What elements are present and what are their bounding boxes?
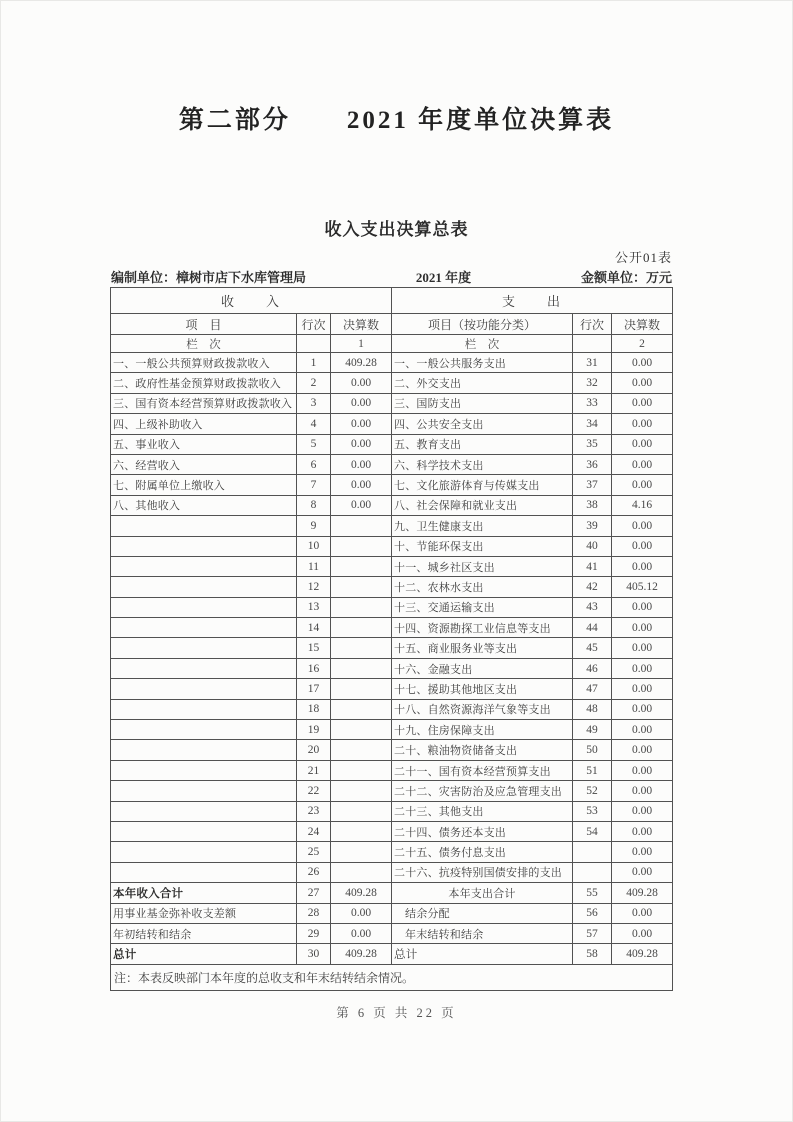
income-item-cell: [111, 577, 297, 597]
table-info-line: [111, 267, 672, 286]
expense-item-cell: 八、社会保障和就业支出: [392, 495, 573, 515]
table-row: [111, 516, 673, 536]
expense-line-cell: 58: [573, 944, 612, 964]
income-item-header: 项 目: [111, 314, 297, 335]
table-row: [111, 781, 673, 801]
expense-item-cell: 结余分配: [392, 903, 573, 923]
expense-item-cell: 九、卫生健康支出: [392, 516, 573, 536]
expense-line-cell: 37: [573, 475, 612, 495]
note-row: [111, 964, 673, 990]
income-line-cell: 21: [297, 760, 331, 780]
income-item-cell: [111, 638, 297, 658]
expense-line-cell: 35: [573, 434, 612, 454]
expense-item-cell: 十、节能环保支出: [392, 536, 573, 556]
expense-item-cell: 二十二、灾害防治及应急管理支出: [392, 781, 573, 801]
expense-line-cell: 31: [573, 353, 612, 373]
expense-value-cell: 0.00: [612, 923, 673, 943]
income-value-cell: [331, 821, 392, 841]
table-row: [111, 842, 673, 862]
expense-item-cell: 十三、交通运输支出: [392, 597, 573, 617]
expense-item-cell: 三、国防支出: [392, 393, 573, 413]
income-line-cell: 7: [297, 475, 331, 495]
expense-line-cell: 57: [573, 923, 612, 943]
public-table-number: 公开01表: [614, 250, 672, 265]
expense-item-cell: 二十三、其他支出: [392, 801, 573, 821]
income-item-cell: 三、国有资本经营预算财政拨款收入: [111, 393, 297, 413]
income-line-cell: 1: [297, 353, 331, 373]
expense-value-cell: 4.16: [612, 495, 673, 515]
expense-item-cell: 五、教育支出: [392, 434, 573, 454]
expense-line-cell: 42: [573, 577, 612, 597]
expense-value-cell: 0.00: [612, 597, 673, 617]
income-line-cell: 28: [297, 903, 331, 923]
table-row: [111, 760, 673, 780]
income-value-cell: [331, 577, 392, 597]
expense-line-cell: 36: [573, 454, 612, 474]
table-row: [111, 393, 673, 413]
table-row: [111, 536, 673, 556]
expense-item-cell: 十七、援助其他地区支出: [392, 679, 573, 699]
income-value-cell: [331, 842, 392, 862]
expense-line-cell: 45: [573, 638, 612, 658]
income-value-cell: [331, 618, 392, 638]
expense-value-cell: 0.00: [612, 638, 673, 658]
income-index-number: 1: [331, 335, 392, 353]
income-value-cell: [331, 638, 392, 658]
expense-item-cell: 二十五、债务付息支出: [392, 842, 573, 862]
income-line-cell: 20: [297, 740, 331, 760]
expense-line-cell: 40: [573, 536, 612, 556]
expense-value-cell: 409.28: [612, 944, 673, 964]
expense-value-cell: 0.00: [612, 556, 673, 576]
table-note: 注：本表反映部门本年度的总收支和年末结转结余情况。: [111, 964, 673, 990]
expense-line-cell: 55: [573, 883, 612, 903]
expense-line-cell: 32: [573, 373, 612, 393]
expense-item-cell: 十九、住房保障支出: [392, 720, 573, 740]
income-line-cell: 2: [297, 373, 331, 393]
income-line-cell: 27: [297, 883, 331, 903]
expense-line-cell: 56: [573, 903, 612, 923]
table-header: [111, 288, 673, 353]
table-row: [111, 740, 673, 760]
income-value-cell: [331, 801, 392, 821]
table-row: [111, 373, 673, 393]
expense-item-cell: 总计: [392, 944, 573, 964]
expense-value-cell: 0.00: [612, 679, 673, 699]
expense-value-cell: 0.00: [612, 903, 673, 923]
expense-value-cell: 0.00: [612, 618, 673, 638]
document-title: 第二部分 2021 年度单位决算表: [178, 107, 615, 134]
expense-item-cell: 本年支出合计: [392, 883, 573, 903]
income-item-cell: [111, 781, 297, 801]
income-expense-table: [110, 287, 673, 991]
summary-row: [111, 923, 673, 943]
income-value-cell: 409.28: [331, 883, 392, 903]
income-value-cell: [331, 516, 392, 536]
table-row: [111, 699, 673, 719]
expense-item-cell: 二、外交支出: [392, 373, 573, 393]
table-row: [111, 556, 673, 576]
income-section-header: 收 入: [111, 288, 392, 314]
income-item-cell: 一、一般公共预算财政拨款收入: [111, 353, 297, 373]
income-value-cell: 0.00: [331, 454, 392, 474]
income-value-cell: [331, 862, 392, 882]
income-value-cell: [331, 597, 392, 617]
expense-value-cell: 0.00: [612, 821, 673, 841]
income-value-cell: [331, 658, 392, 678]
income-item-cell: 二、政府性基金预算财政拨款收入: [111, 373, 297, 393]
expense-value-cell: 0.00: [612, 414, 673, 434]
expense-line-cell: 51: [573, 760, 612, 780]
income-line-cell: 16: [297, 658, 331, 678]
expense-line-cell: 44: [573, 618, 612, 638]
table-row: [111, 353, 673, 373]
income-item-cell: [111, 740, 297, 760]
expense-value-cell: 0.00: [612, 516, 673, 536]
income-line-cell: 23: [297, 801, 331, 821]
income-line-cell: 10: [297, 536, 331, 556]
table-footer: [111, 964, 673, 990]
expense-line-cell: 41: [573, 556, 612, 576]
expense-item-cell: 十五、商业服务业等支出: [392, 638, 573, 658]
table-row: [111, 720, 673, 740]
income-value-cell: [331, 679, 392, 699]
income-value-cell: 0.00: [331, 434, 392, 454]
income-line-cell: 26: [297, 862, 331, 882]
expense-line-cell: 54: [573, 821, 612, 841]
table-row: [111, 414, 673, 434]
table-title: 收入支出决算总表: [324, 220, 469, 239]
income-line-cell: 17: [297, 679, 331, 699]
expense-line-cell: 49: [573, 720, 612, 740]
income-value-cell: 0.00: [331, 903, 392, 923]
income-item-cell: [111, 760, 297, 780]
expense-value-cell: 0.00: [612, 536, 673, 556]
income-line-cell: 13: [297, 597, 331, 617]
income-line-cell: 5: [297, 434, 331, 454]
table-row: [111, 495, 673, 515]
expense-item-cell: 六、科学技术支出: [392, 454, 573, 474]
income-index-label: 栏 次: [111, 335, 297, 353]
expense-value-cell: 0.00: [612, 862, 673, 882]
expense-line-cell: 39: [573, 516, 612, 536]
income-line-cell: 19: [297, 720, 331, 740]
expense-line-cell: 52: [573, 781, 612, 801]
income-item-cell: [111, 658, 297, 678]
expense-item-cell: 二十、粮油物资储备支出: [392, 740, 573, 760]
expense-item-cell: 十八、自然资源海洋气象等支出: [392, 699, 573, 719]
summary-row: [111, 944, 673, 964]
expense-item-cell: 十四、资源勘探工业信息等支出: [392, 618, 573, 638]
expense-value-cell: 405.12: [612, 577, 673, 597]
expense-line-header: 行次: [573, 314, 612, 335]
expense-amount-header: 决算数: [612, 314, 673, 335]
column-index-row: [111, 335, 673, 353]
expense-value-cell: 409.28: [612, 883, 673, 903]
income-item-cell: 四、上级补助收入: [111, 414, 297, 434]
income-item-cell: [111, 862, 297, 882]
expense-value-cell: 0.00: [612, 475, 673, 495]
expense-item-cell: 二十一、国有资本经营预算支出: [392, 760, 573, 780]
expense-item-cell: 四、公共安全支出: [392, 414, 573, 434]
expense-line-cell: 33: [573, 393, 612, 413]
expense-section-header: 支 出: [392, 288, 673, 314]
expense-value-cell: 0.00: [612, 434, 673, 454]
expense-line-cell: 34: [573, 414, 612, 434]
expense-item-cell: 二十四、债务还本支出: [392, 821, 573, 841]
table-row: [111, 801, 673, 821]
expense-line-cell: 43: [573, 597, 612, 617]
expense-value-cell: 0.00: [612, 720, 673, 740]
expense-item-cell: 年末结转和结余: [392, 923, 573, 943]
income-line-cell: 9: [297, 516, 331, 536]
income-item-cell: [111, 720, 297, 740]
income-item-cell: [111, 801, 297, 821]
income-value-cell: 409.28: [331, 944, 392, 964]
table-row: [111, 821, 673, 841]
expense-item-cell: 七、文化旅游体育与传媒支出: [392, 475, 573, 495]
expense-index-number: 2: [612, 335, 673, 353]
income-value-cell: 0.00: [331, 393, 392, 413]
column-header-row: [111, 314, 673, 335]
income-item-cell: [111, 618, 297, 638]
table-row: [111, 862, 673, 882]
income-value-cell: 0.00: [331, 495, 392, 515]
table-row: [111, 475, 673, 495]
table-row: [111, 454, 673, 474]
section-header-row: [111, 288, 673, 314]
table-body: [111, 353, 673, 965]
income-item-cell: 七、附属单位上缴收入: [111, 475, 297, 495]
income-item-cell: 总计: [111, 944, 297, 964]
expense-value-cell: 0.00: [612, 781, 673, 801]
income-value-cell: [331, 699, 392, 719]
expense-value-cell: 0.00: [612, 658, 673, 678]
income-item-cell: [111, 536, 297, 556]
income-value-cell: [331, 536, 392, 556]
expense-value-cell: 0.00: [612, 801, 673, 821]
expense-value-cell: 0.00: [612, 699, 673, 719]
income-item-cell: 五、事业收入: [111, 434, 297, 454]
income-line-cell: 3: [297, 393, 331, 413]
expense-item-cell: 十一、城乡社区支出: [392, 556, 573, 576]
income-line-cell: 8: [297, 495, 331, 515]
income-line-cell: 12: [297, 577, 331, 597]
income-line-cell: 11: [297, 556, 331, 576]
income-item-cell: [111, 842, 297, 862]
income-item-cell: [111, 556, 297, 576]
expense-line-cell: 48: [573, 699, 612, 719]
income-line-cell: 18: [297, 699, 331, 719]
expense-line-cell: [573, 842, 612, 862]
expense-value-cell: 0.00: [612, 373, 673, 393]
income-line-header: 行次: [297, 314, 331, 335]
income-line-cell: 24: [297, 821, 331, 841]
income-item-cell: [111, 699, 297, 719]
income-item-cell: [111, 516, 297, 536]
summary-row: [111, 883, 673, 903]
income-line-cell: 25: [297, 842, 331, 862]
table-row: [111, 679, 673, 699]
income-line-cell: 22: [297, 781, 331, 801]
income-index-line-cell: [297, 335, 331, 353]
page-number: 第 6 页 共 22 页: [336, 1006, 457, 1020]
income-value-cell: [331, 740, 392, 760]
income-item-cell: 本年收入合计: [111, 883, 297, 903]
expense-line-cell: 38: [573, 495, 612, 515]
expense-line-cell: 46: [573, 658, 612, 678]
income-value-cell: 0.00: [331, 923, 392, 943]
income-value-cell: 0.00: [331, 475, 392, 495]
income-line-cell: 15: [297, 638, 331, 658]
income-item-cell: [111, 597, 297, 617]
income-line-cell: 30: [297, 944, 331, 964]
expense-item-header: 项目（按功能分类）: [392, 314, 573, 335]
income-item-cell: [111, 821, 297, 841]
income-value-cell: [331, 781, 392, 801]
expense-line-cell: 47: [573, 679, 612, 699]
fiscal-year-label: 2021 年度: [415, 270, 472, 285]
income-item-cell: 八、其他收入: [111, 495, 297, 515]
expense-item-cell: 十六、金融支出: [392, 658, 573, 678]
income-value-cell: 0.00: [331, 414, 392, 434]
table-row: [111, 597, 673, 617]
table-row: [111, 658, 673, 678]
income-item-cell: 年初结转和结余: [111, 923, 297, 943]
expense-index-line-cell: [573, 335, 612, 353]
table-row: [111, 638, 673, 658]
table-row: [111, 618, 673, 638]
expense-value-cell: 0.00: [612, 454, 673, 474]
income-item-cell: 用事业基金弥补收支差额: [111, 903, 297, 923]
expense-item-cell: 二十六、抗疫特别国债安排的支出: [392, 862, 573, 882]
income-value-cell: [331, 760, 392, 780]
expense-value-cell: 0.00: [612, 393, 673, 413]
expense-value-cell: 0.00: [612, 760, 673, 780]
summary-row: [111, 903, 673, 923]
table-row: [111, 434, 673, 454]
income-line-cell: 4: [297, 414, 331, 434]
income-value-cell: [331, 556, 392, 576]
income-line-cell: 29: [297, 923, 331, 943]
expense-line-cell: 50: [573, 740, 612, 760]
expense-item-cell: 一、一般公共服务支出: [392, 353, 573, 373]
income-value-cell: 0.00: [331, 373, 392, 393]
income-value-cell: [331, 720, 392, 740]
prepared-by-label: 编制单位：樟树市店下水库管理局: [111, 270, 307, 285]
expense-index-label: 栏 次: [392, 335, 573, 353]
expense-value-cell: 0.00: [612, 740, 673, 760]
table-row: [111, 577, 673, 597]
expense-value-cell: 0.00: [612, 353, 673, 373]
expense-line-cell: [573, 862, 612, 882]
expense-line-cell: 53: [573, 801, 612, 821]
income-item-cell: [111, 679, 297, 699]
amount-unit-label: 金额单位：万元: [580, 270, 672, 285]
expense-value-cell: 0.00: [612, 842, 673, 862]
income-amount-header: 决算数: [331, 314, 392, 335]
income-item-cell: 六、经营收入: [111, 454, 297, 474]
income-line-cell: 6: [297, 454, 331, 474]
expense-item-cell: 十二、农林水支出: [392, 577, 573, 597]
income-value-cell: 409.28: [331, 353, 392, 373]
income-line-cell: 14: [297, 618, 331, 638]
